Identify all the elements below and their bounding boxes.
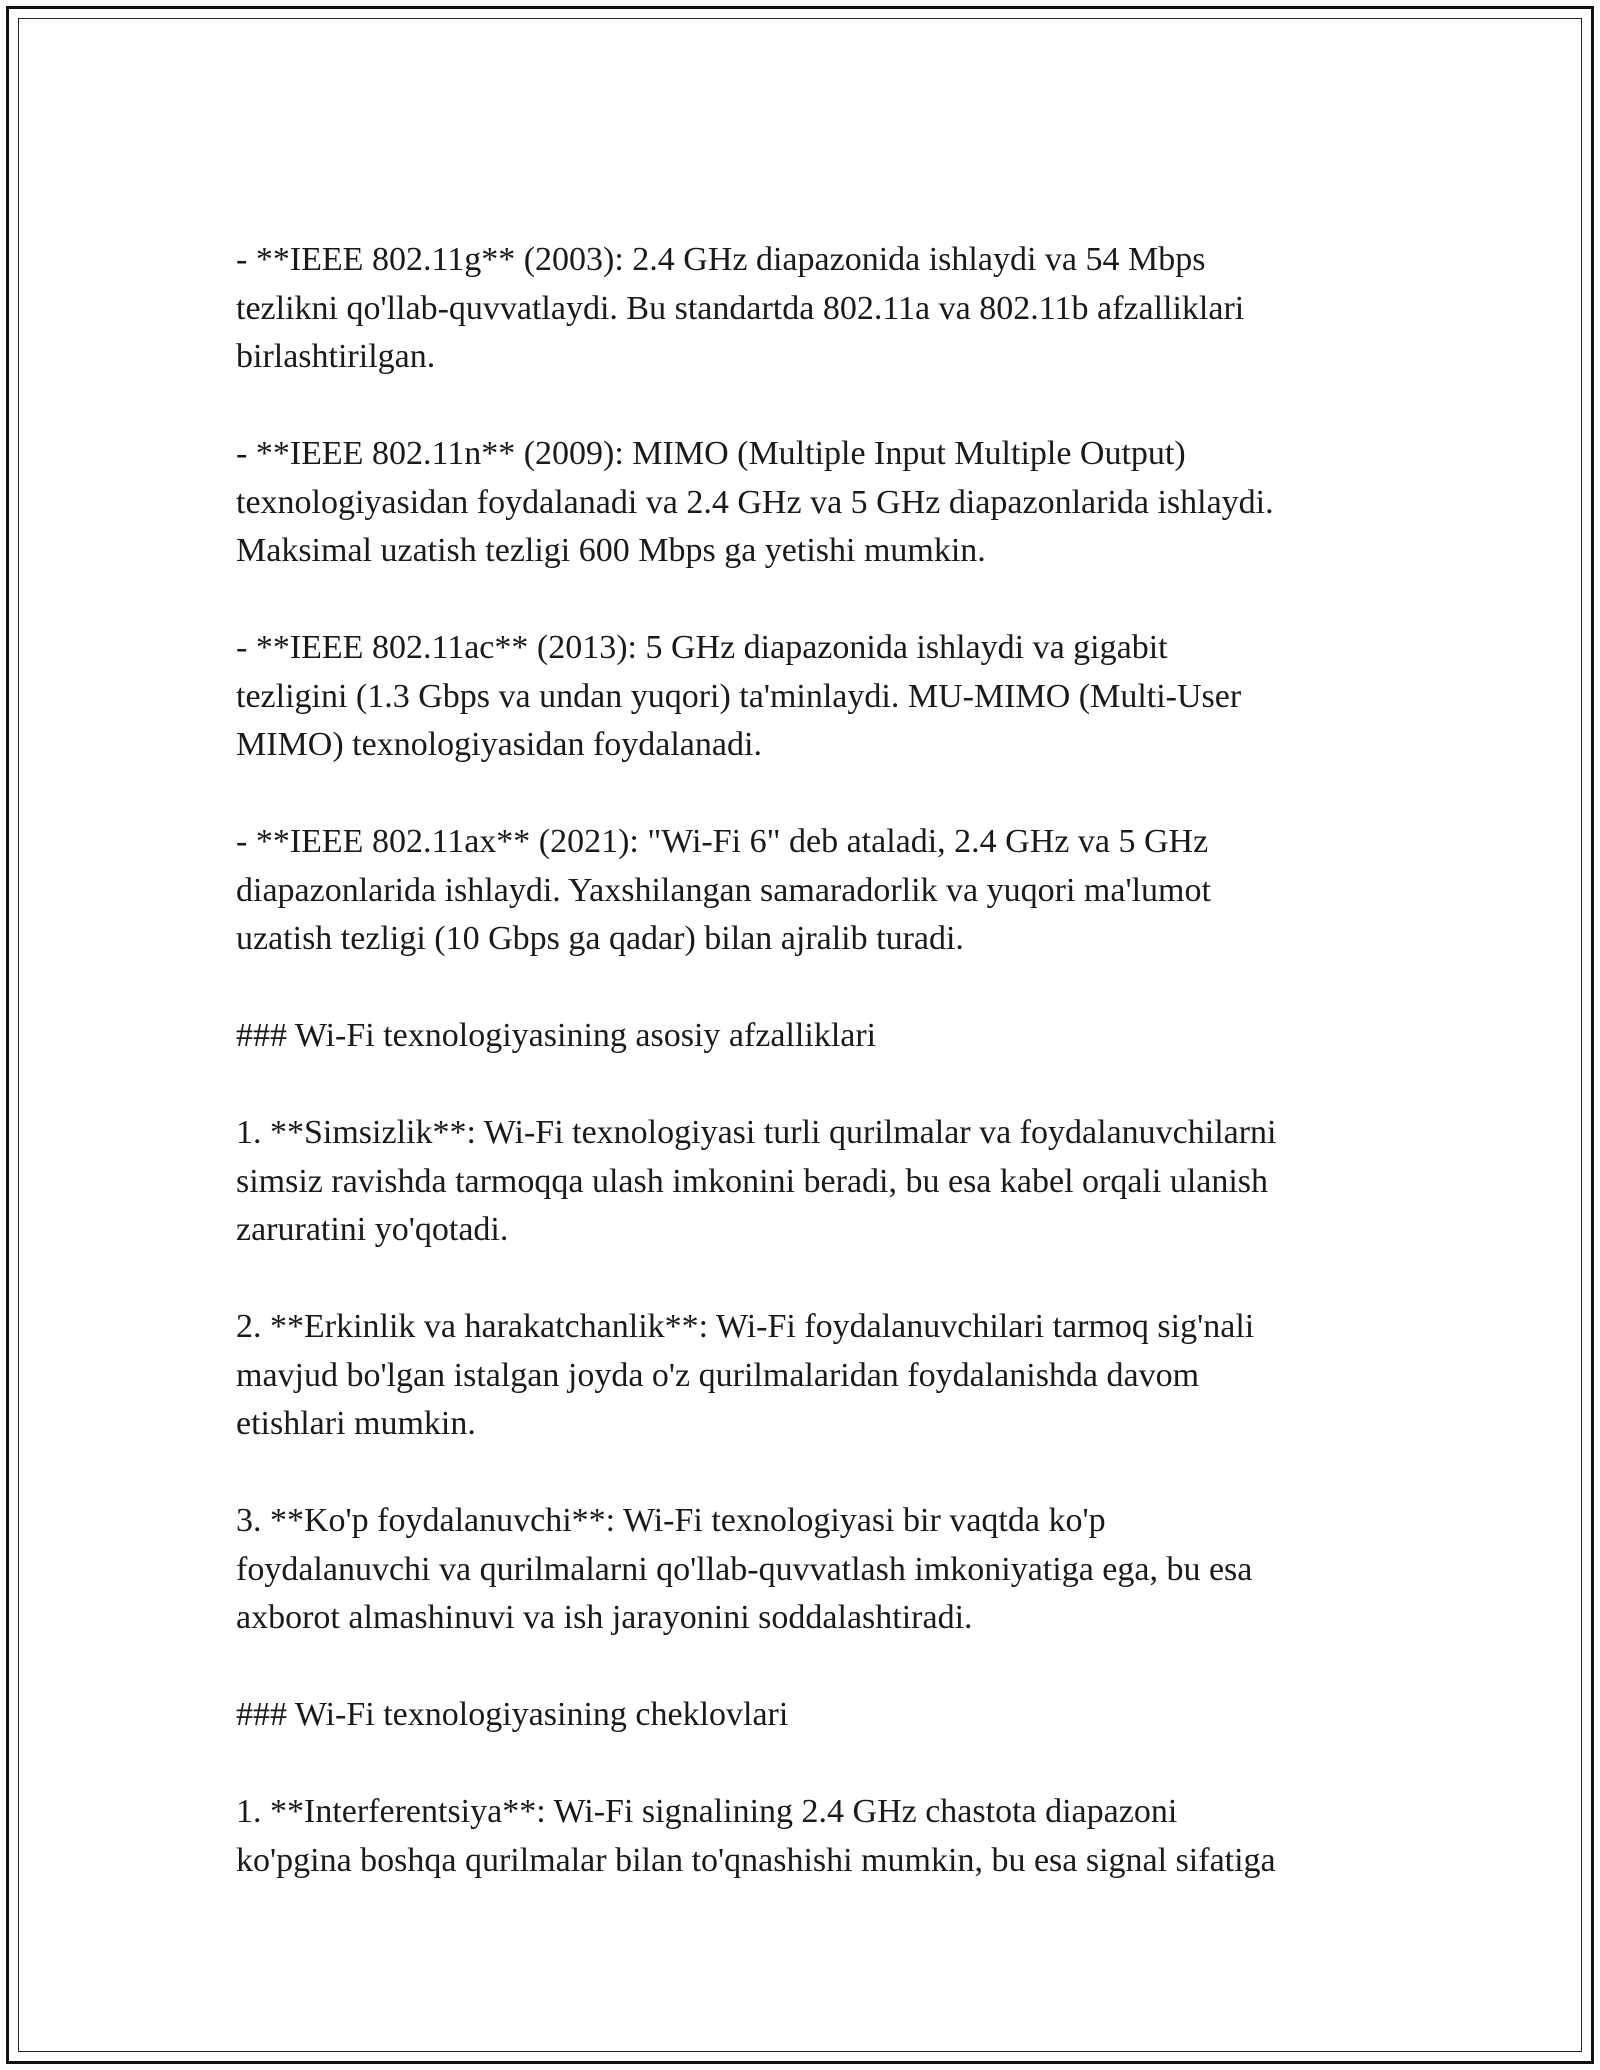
paragraph [236,1788,1376,1885]
document-body [236,236,1376,1885]
text-line: mavjud bo'lgan istalgan joyda o'z qurilmalaridan foydalanishda davom [236,1356,1200,1394]
text-line: birlashtirilgan. [236,338,436,375]
text-line: 1. **Interferentsiya**: Wi-Fi signalining 2.4 GHz chastota diapazoni [236,1793,1178,1830]
text-line: tezligini (1.3 Gbps va undan yuqori) ta'minlaydi. MU-MIMO (Multi-User [236,677,1242,715]
text-line: axborot almashinuvi va ish jarayonini soddalashtiradi. [236,1599,973,1636]
text-line: ko'pgina boshqa qurilmalar bilan to'qnashishi mumkin, bu esa signal sifatiga [236,1841,1276,1879]
text-line: Maksimal uzatish tezligi 600 Mbps ga yetishi mumkin. [236,532,986,569]
paragraph [236,236,1376,382]
paragraph [236,430,1376,576]
text-line: ### Wi-Fi texnologiyasining cheklovlari [236,1696,789,1733]
text-line: uzatish tezligi (10 Gbps ga qadar) bilan ajralib turadi. [236,920,964,957]
text-line: foydalanuvchi va qurilmalarni qo'llab-quvvatlash imkoniyatiga ega, bu esa [236,1550,1253,1588]
text-line: 1. **Simsizlik**: Wi-Fi texnologiyasi turli qurilmalar va foydalanuvchilarni [236,1114,1277,1151]
paragraph [236,1012,1376,1061]
text-line: MIMO) texnologiyasidan foydalanadi. [236,726,762,763]
text-line: - **IEEE 802.11n** (2009): MIMO (Multiple Input Multiple Output) [236,435,1186,472]
paragraph [236,1303,1376,1449]
paragraph [236,818,1376,964]
text-line: 2. **Erkinlik va harakatchanlik**: Wi-Fi foydalanuvchilari tarmoq sig'nali [236,1308,1255,1345]
text-line: - **IEEE 802.11ac** (2013): 5 GHz diapazonida ishlaydi va gigabit [236,629,1168,666]
text-line: simsiz ravishda tarmoqqa ulash imkonini beradi, bu esa kabel orqali ulanish [236,1162,1269,1200]
paragraph [236,1497,1376,1643]
text-line: - **IEEE 802.11ax** (2021): "Wi-Fi 6" deb ataladi, 2.4 GHz va 5 GHz [236,823,1209,860]
text-line: diapazonlarida ishlaydi. Yaxshilangan samaradorlik va yuqori ma'lumot [236,871,1211,909]
text-line: tezlikni qo'llab-quvvatlaydi. Bu standartda 802.11a va 802.11b afzalliklari [236,289,1245,327]
text-line: ### Wi-Fi texnologiyasining asosiy afzalliklari [236,1017,877,1054]
text-line: etishlari mumkin. [236,1405,476,1442]
paragraph [236,624,1376,770]
paragraph [236,1109,1376,1255]
paragraph [236,1691,1376,1740]
text-line: - **IEEE 802.11g** (2003): 2.4 GHz diapazonida ishlaydi va 54 Mbps [236,241,1206,278]
text-line: texnologiyasidan foydalanadi va 2.4 GHz va 5 GHz diapazonlarida ishlaydi. [236,483,1274,521]
text-line: zaruratini yo'qotadi. [236,1211,509,1248]
text-line: 3. **Ko'p foydalanuvchi**: Wi-Fi texnologiyasi bir vaqtda ko'p [236,1502,1106,1539]
